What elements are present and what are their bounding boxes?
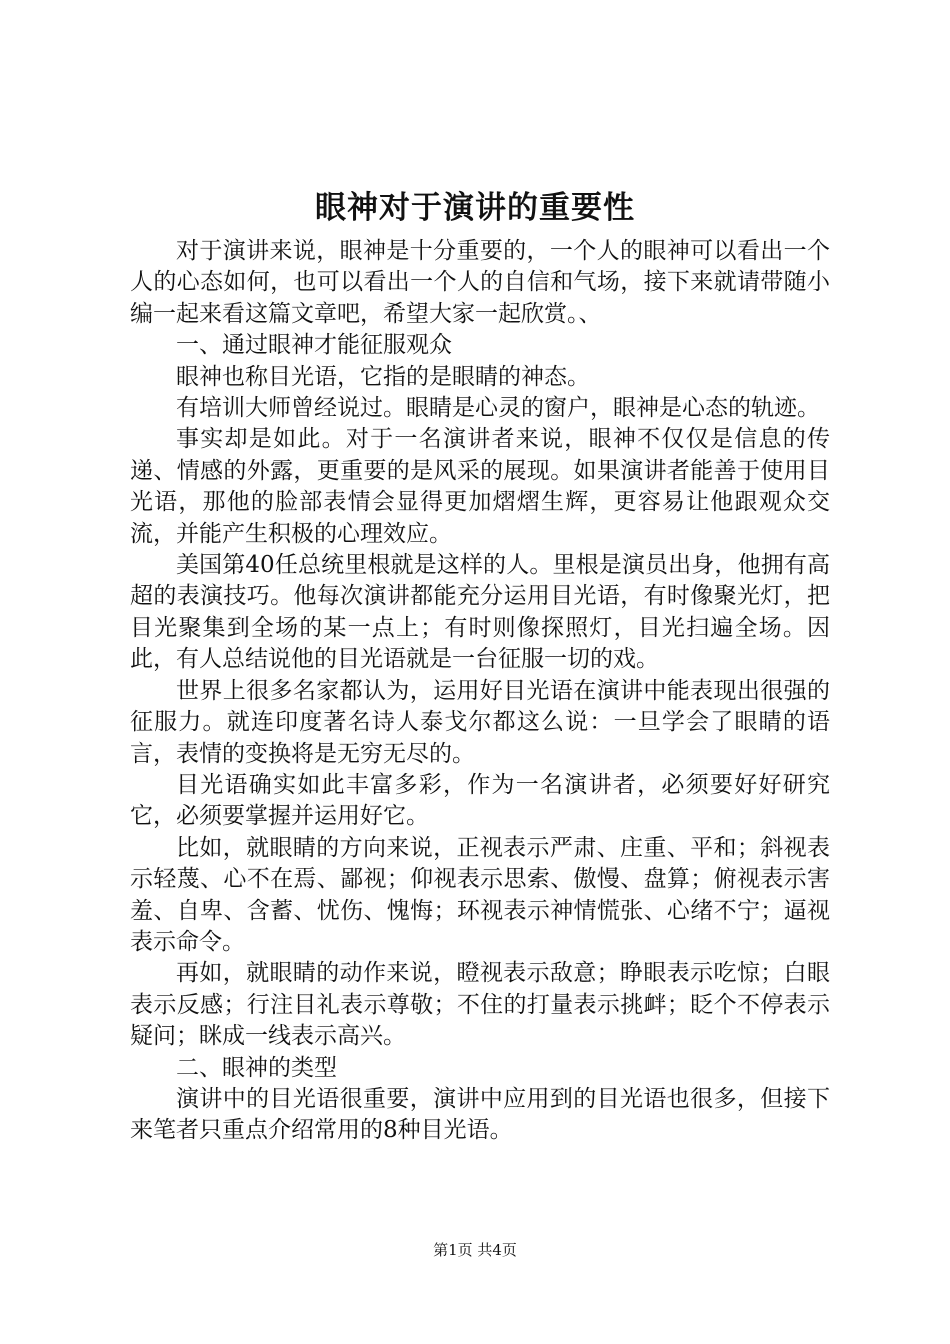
document-title: 眼神对于演讲的重要性: [315, 190, 635, 226]
paragraph: 比如，就眼睛的方向来说，正视表示严肃、庄重、平和；斜视表示轻蔑、心不在焉、鄙视；仰视表示思索、傲慢、盘算；俯视表示害羞、自卑、含蓄、忧伤、愧悔；环视表示神情慌张、心绪不宁；逼视表示命令。: [130, 834, 830, 955]
paragraph: 世界上很多名家都认为，运用好目光语在演讲中能表现出很强的征服力。就连印度著名诗人泰戈尔都这么说：一旦学会了眼睛的语言，表情的变换将是无穷无尽的。: [130, 677, 830, 767]
paragraph: 有培训大师曾经说过。眼睛是心灵的窗户，眼神是心态的轨迹。: [176, 395, 820, 422]
page-footer: 第1页 共4页: [433, 1241, 517, 1259]
paragraph: 目光语确实如此丰富多彩，作为一名演讲者，必须要好好研究它，必须要掌握并运用好它。: [130, 771, 830, 830]
paragraph-intro: 对于演讲来说，眼神是十分重要的，一个人的眼神可以看出一个人的心态如何，也可以看出一个人的自信和气场，接下来就请带随小编一起来看这篇文章吧，希望大家一起欣赏。、: [130, 238, 830, 327]
paragraph: 事实却是如此。对于一名演讲者来说，眼神不仅仅是信息的传递、情感的外露，更重要的是风采的展现。如果演讲者能善于使用目光语，那他的脸部表情会显得更加熠熠生辉，更容易让他跟观众交流，并能产生积极的心理效应。: [130, 426, 830, 547]
paragraph: 再如，就眼睛的动作来说，瞪视表示敌意；睁眼表示吃惊；白眼表示反感；行注目礼表示尊敬；不住的打量表示挑衅；眨个不停表示疑问；眯成一线表示高兴。: [130, 960, 830, 1050]
document-body: [130, 236, 830, 1147]
paragraph: 眼神也称目光语，它指的是眼睛的神态。: [176, 363, 590, 390]
section-heading-1: 一、通过眼神才能征服观众: [176, 332, 452, 359]
section-heading-2: 二、眼神的类型: [176, 1054, 337, 1081]
paragraph: 演讲中的目光语很重要，演讲中应用到的目光语也很多，但接下来笔者只重点介绍常用的8种目光语。: [130, 1085, 830, 1144]
paragraph: 美国第40任总统里根就是这样的人。里根是演员出身，他拥有高超的表演技巧。他每次演讲都能充分运用目光语，有时像聚光灯，把目光聚集到全场的某一点上；有时则像探照灯，目光扫遍全场。因此，有人总结说他的目光语就是一台征服一切的戏。: [130, 552, 830, 673]
